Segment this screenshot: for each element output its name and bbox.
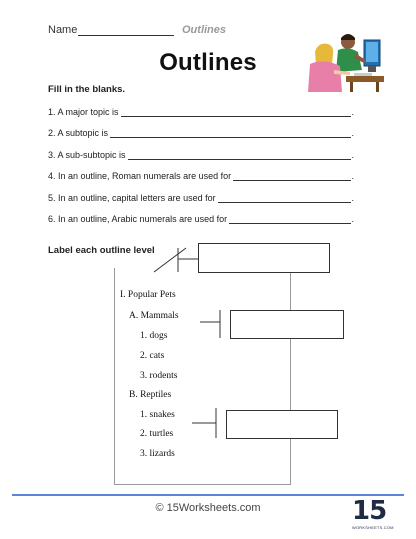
worksheet-subject: Outlines [182,24,227,36]
label-section-instruction: Label each outline level [48,245,155,256]
footer-rule [12,494,404,496]
label-box-level-2[interactable] [230,310,344,339]
question-5-text: 5. In an outline, capital letters are used for [48,193,216,203]
outline-level-3-snakes: 1. snakes [140,410,175,420]
question-4-text: 4. In an outline, Roman numerals are used for [48,171,232,181]
pointer-slash-1 [154,248,186,272]
outline-level-1-popular-pets: I. Popular Pets [120,290,176,300]
question-2-text: 2. A subtopic is [48,128,109,138]
outline-level-2-mammals: A. Mammals [129,311,179,321]
outline-level-3-cats: 2. cats [140,351,165,361]
outline-level-3-lizards: 3. lizards [140,449,175,459]
end-mark: . [351,107,354,117]
label-box-level-3[interactable] [226,410,338,439]
end-mark: . [351,171,354,181]
15worksheets-logo [352,496,394,533]
end-mark: . [351,128,354,138]
outline-level-3-turtles: 2. turtles [140,429,174,439]
worksheet-title: Outlines [159,49,257,76]
question-3-text: 3. A sub-subtopic is [48,150,126,160]
outline-level-3-rodents: 3. rodents [140,371,178,381]
question-1-text: 1. A major topic is [48,107,119,117]
logo-text: WORKSHEETS.COM [352,525,394,530]
question-6-text: 6. In an outline, Arabic numerals are used for [48,214,228,224]
outline-level-3-dogs: 1. dogs [140,331,168,341]
name-label: Name [48,24,78,36]
logo-number: 15 [352,496,387,526]
end-mark: . [351,150,354,160]
footer-copyright: © 15Worksheets.com [155,502,261,514]
label-box-level-1[interactable] [198,243,330,273]
outline-level-2-reptiles: B. Reptiles [129,390,172,400]
fill-blanks-instruction: Fill in the blanks. [48,84,126,95]
end-mark: . [351,214,354,224]
end-mark: . [351,193,354,203]
